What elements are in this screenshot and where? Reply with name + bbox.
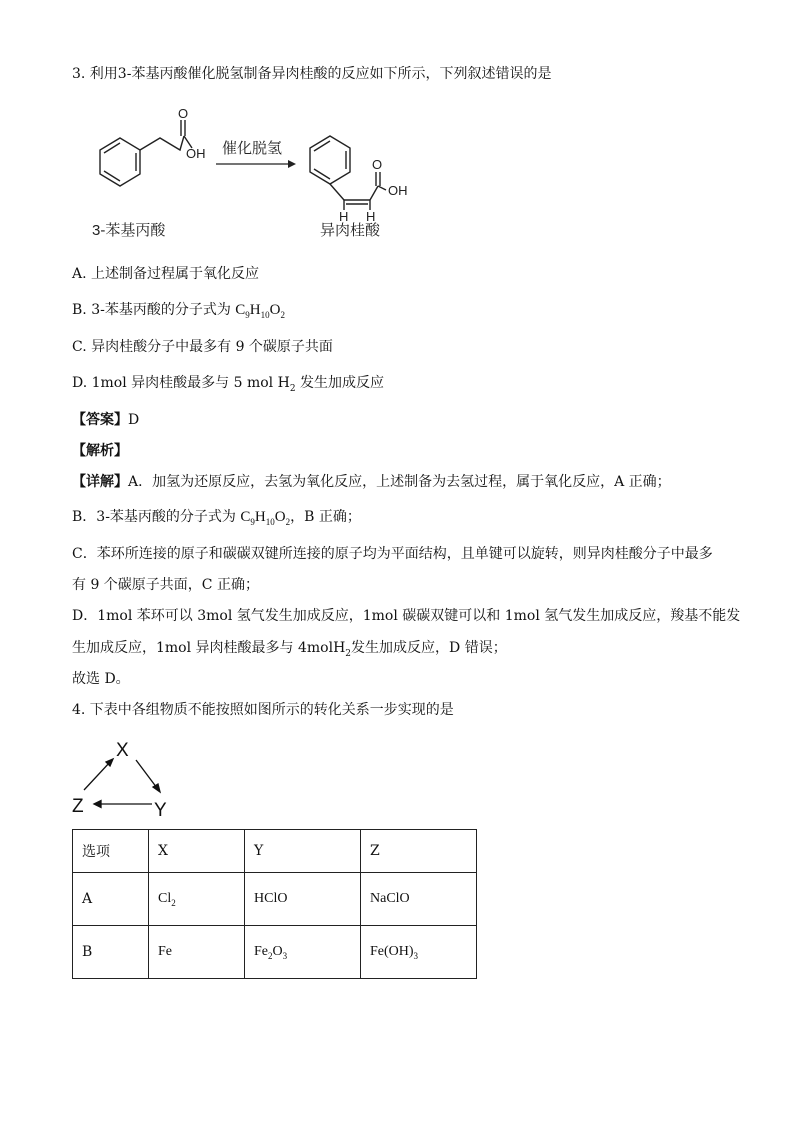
detail-c-line1: C．苯环所连接的原子和碳碳双键所连接的原子均为平面结构，且单键可以旋转，则异肉桂酸分子中最多	[72, 546, 713, 562]
reactant-oh-label: OH	[186, 146, 206, 161]
table-cell-z: NaClO	[361, 873, 477, 926]
arrow-z-to-x	[84, 762, 110, 790]
table-row	[73, 873, 477, 926]
product-name: 异肉桂酸	[320, 222, 381, 239]
answer-value: D	[128, 412, 140, 428]
answer-line: 【答案】D	[72, 412, 140, 428]
option-a: A. 上述制备过程属于氧化反应	[72, 266, 260, 282]
option-c: C. 异肉桂酸分子中最多有 9 个碳原子共面	[72, 339, 333, 355]
table-cell-option: A	[73, 873, 149, 926]
product-h-label-right: H	[366, 209, 376, 224]
detail-d-line1: D．1mol 苯环可以 3mol 氢气发生加成反应，1mol 碳碳双键可以和 1mol 氢气发生加成反应，羧基不能发	[72, 608, 741, 624]
table-header-cell: X	[149, 830, 245, 873]
table-cell-x: Fe	[149, 926, 245, 979]
conclusion: 故选 D。	[72, 671, 130, 687]
table-header-cell: Z	[361, 830, 477, 873]
arrow-label: 催化脱氢	[222, 140, 283, 157]
arrow-x-to-y-head-icon	[153, 784, 160, 792]
arrow-y-to-z-head-icon	[94, 801, 101, 808]
analysis-label: 【解析】	[72, 443, 128, 459]
table-row	[73, 926, 477, 979]
product-structure	[310, 136, 386, 210]
diagram-x-label: X	[116, 740, 129, 761]
table-header-cell: Y	[245, 830, 361, 873]
product-o-label: O	[372, 157, 383, 172]
reactant-name: 3-苯基丙酸	[92, 222, 166, 239]
reactant-structure	[100, 120, 192, 186]
arrow-head-icon	[288, 160, 296, 168]
conversion-diagram	[68, 734, 188, 824]
detail-c-line2: 有 9 个碳原子共面，C 正确；	[72, 577, 259, 593]
table-cell-y: $Fe_2O_3$	[245, 926, 361, 979]
diagram-y-label: Y	[154, 800, 167, 821]
options-table	[72, 829, 477, 979]
table-cell-z: $Fe(OH)_3$	[361, 926, 477, 979]
option-b-formula: $C_9H_{10}O_2$	[235, 302, 285, 320]
product-oh-label: OH	[388, 183, 408, 198]
detail-b: B．3-苯基丙酸的分子式为 $C_9H_{10}O_2$，B 正确；	[72, 509, 361, 527]
arrow-x-to-y	[136, 760, 157, 788]
reactant-o-label: O	[178, 108, 189, 121]
option-b	[72, 300, 285, 321]
question-3-stem: 3. 利用3-苯基丙酸催化脱氢制备异肉桂酸的反应如下所示，下列叙述错误的是	[72, 66, 552, 82]
option-b-prefix: B. 3-苯基丙酸的分子式为	[72, 302, 236, 318]
detail-d-line2: 生加成反应，1mol 异肉桂酸最多与 4molH$_2$发生加成反应，D 错误；	[72, 640, 507, 659]
product-h-label-left: H	[339, 209, 349, 224]
option-d: D. 1mol 异肉桂酸最多与 5 mol $H_2$ 发生加成反应	[72, 375, 385, 394]
table-header-cell: 选项	[73, 830, 149, 873]
detail-a: 【详解】A．加氢为还原反应，去氢为氧化反应，上述制备为去氢过程，属于氧化反应，A 正确；	[72, 474, 671, 490]
question-4-stem: 4. 下表中各组物质不能按照如图所示的转化关系一步实现的是	[72, 702, 454, 718]
table-header-row	[73, 830, 477, 873]
table-cell-y: HClO	[245, 873, 361, 926]
table-cell-option: B	[73, 926, 149, 979]
table-cell-x: $Cl_2$	[149, 873, 245, 926]
diagram-z-label: Z	[72, 796, 84, 817]
reaction-scheme	[80, 108, 440, 248]
